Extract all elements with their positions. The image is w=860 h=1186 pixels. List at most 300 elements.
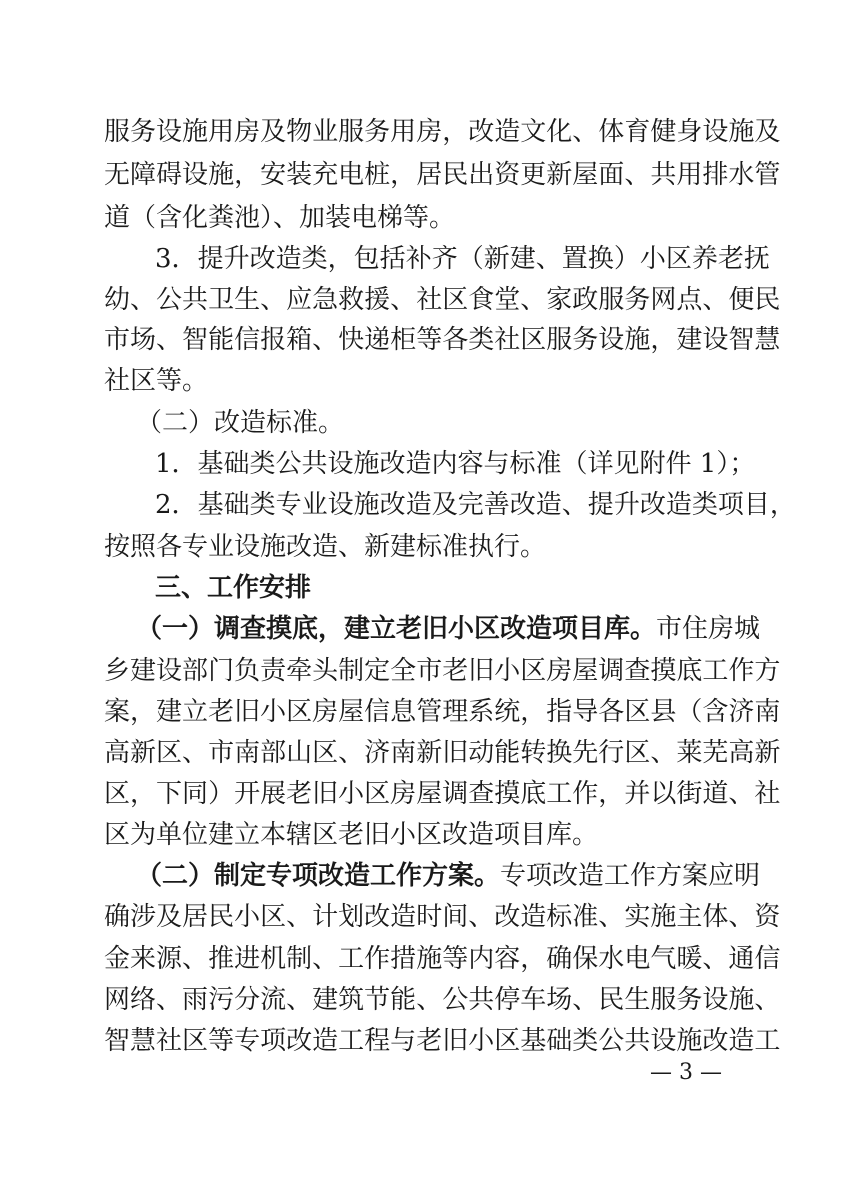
glyph: 信 (364, 697, 391, 727)
glyph: 摸 (650, 656, 677, 686)
glyph: 施 (676, 1026, 703, 1056)
glyph: ， (327, 244, 354, 274)
glyph: 流 (260, 985, 287, 1015)
glyph: 间 (442, 902, 469, 932)
glyph: 网 (104, 985, 131, 1015)
glyph: 小 (468, 1026, 495, 1056)
glyph: 新 (130, 738, 157, 768)
glyph: 资 (494, 160, 521, 190)
glyph: 头 (312, 656, 339, 686)
glyph: 方 (754, 656, 781, 686)
glyph: ， (520, 944, 547, 974)
glyph: 公 (156, 285, 183, 315)
glyph: 类 (249, 490, 276, 520)
glyph: 气 (650, 944, 677, 974)
glyph: 服 (650, 985, 677, 1015)
page-number: — 3 — (650, 1060, 722, 1085)
glyph: 制 (338, 656, 365, 686)
glyph: （ (676, 697, 703, 727)
glyph: 区 (520, 656, 547, 686)
glyph: 南 (754, 697, 781, 727)
glyph: 设 (650, 1026, 677, 1056)
glyph: 与 (390, 1026, 417, 1056)
glyph: 屋 (338, 697, 365, 727)
glyph: 市 (416, 656, 443, 686)
glyph: 房 (390, 779, 417, 809)
glyph: 区 (104, 779, 131, 809)
glyph: 民 (442, 160, 469, 190)
glyph: 区 (286, 697, 313, 727)
glyph: 建 (676, 325, 703, 355)
glyph: 区 (624, 697, 651, 727)
glyph: 卫 (208, 285, 235, 315)
glyph: 场 (130, 325, 157, 355)
glyph: 施 (728, 117, 755, 147)
glyph: 、 (702, 944, 729, 974)
glyph: 递 (364, 325, 391, 355)
glyph: 文 (520, 117, 547, 147)
glyph: 换 (546, 738, 573, 768)
glyph: 施 (650, 902, 677, 932)
glyph: 建 (509, 244, 536, 274)
glyph: 管 (754, 160, 781, 190)
glyph: 、 (416, 985, 443, 1015)
glyph: 定 (364, 656, 391, 686)
glyph: 、 (182, 944, 209, 974)
glyph: 、 (312, 944, 339, 974)
glyph: 下 (156, 779, 183, 809)
glyph: 类 (691, 490, 718, 520)
glyph: 智 (182, 325, 209, 355)
glyph: 设 (702, 117, 729, 147)
glyph: 完 (457, 490, 484, 520)
glyph: 道 (702, 779, 729, 809)
glyph: 、 (572, 985, 599, 1015)
glyph: 设 (327, 490, 354, 520)
glyph: 底 (520, 779, 547, 809)
text-line (104, 325, 781, 355)
glyph: 小 (639, 244, 666, 274)
text-line (155, 244, 770, 274)
glyph: 服 (598, 285, 625, 315)
glyph: ） (613, 244, 640, 274)
glyph: 、 (728, 902, 755, 932)
glyph: 建 (130, 656, 157, 686)
glyph: 、 (535, 244, 562, 274)
text-line (104, 738, 781, 768)
glyph: 区 (624, 738, 651, 768)
glyph: 项 (260, 1026, 287, 1056)
glyph: 作 (572, 779, 599, 809)
glyph: 小 (494, 656, 521, 686)
glyph: 项 (717, 490, 744, 520)
text-line: 社区等。 (104, 366, 209, 396)
glyph: 及 (156, 902, 183, 932)
glyph: 节 (364, 985, 391, 1015)
glyph: 造 (665, 490, 692, 520)
text-line: 1．基础类公共设施改造内容与标准（详见附件 1）； (155, 449, 756, 479)
glyph: 芜 (702, 738, 729, 768)
glyph: 以 (650, 779, 677, 809)
glyph: 各 (442, 325, 469, 355)
glyph: 济 (728, 697, 755, 727)
glyph: 部 (260, 738, 287, 768)
glyph: 专 (275, 490, 302, 520)
glyph: 老 (442, 656, 469, 686)
glyph: 、 (702, 285, 729, 315)
glyph: 息 (390, 697, 417, 727)
text-line (155, 490, 796, 520)
glyph: 、 (624, 160, 651, 190)
glyph: 新 (483, 244, 510, 274)
glyph: 电 (338, 160, 365, 190)
glyph: 、 (390, 285, 417, 315)
glyph: 系 (468, 697, 495, 727)
glyph: ， (769, 490, 796, 520)
glyph: ， (442, 117, 469, 147)
glyph: 各 (598, 697, 625, 727)
text-line (104, 985, 781, 1015)
glyph: 小 (234, 902, 261, 932)
glyph: 务 (624, 285, 651, 315)
glyph: 施 (728, 985, 755, 1015)
glyph: 水 (728, 160, 755, 190)
glyph: 市 (104, 325, 131, 355)
glyph: 计 (312, 902, 339, 932)
glyph: 服 (546, 325, 573, 355)
glyph: 、 (561, 490, 588, 520)
glyph: 牵 (286, 656, 313, 686)
glyph: ， (650, 325, 677, 355)
glyph: 工 (338, 944, 365, 974)
glyph: 屋 (572, 160, 599, 190)
glyph: 快 (338, 325, 365, 355)
glyph: 区 (494, 1026, 521, 1056)
glyph: 等 (442, 944, 469, 974)
glyph: 体 (598, 117, 625, 147)
glyph: 开 (234, 779, 261, 809)
glyph: 污 (208, 985, 235, 1015)
glyph: 展 (260, 779, 287, 809)
glyph: 箱 (286, 325, 313, 355)
glyph: 础 (546, 1026, 573, 1056)
glyph: 容 (494, 944, 521, 974)
glyph: 智 (728, 325, 755, 355)
glyph: 查 (468, 779, 495, 809)
glyph: 车 (520, 985, 547, 1015)
glyph: 智 (104, 1026, 131, 1056)
paragraph-title: （一）调查摸底，建立老旧小区改造项目库。 (136, 614, 657, 644)
glyph: ， (390, 160, 417, 190)
glyph: 区 (182, 1026, 209, 1056)
glyph: 高 (728, 738, 755, 768)
glyph: 新 (546, 160, 573, 190)
glyph: 雨 (182, 985, 209, 1015)
glyph: 、 (728, 779, 755, 809)
glyph: 报 (260, 325, 287, 355)
glyph: 社 (754, 779, 781, 809)
glyph: 改 (639, 490, 666, 520)
glyph: 、 (468, 902, 495, 932)
glyph: 络 (130, 985, 157, 1015)
glyph: 出 (468, 160, 495, 190)
glyph: 建 (156, 697, 183, 727)
glyph: 筑 (338, 985, 365, 1015)
text-line (104, 944, 781, 974)
glyph: 民 (754, 285, 781, 315)
glyph: 老 (416, 1026, 443, 1056)
glyph: 政 (572, 285, 599, 315)
glyph: 措 (390, 944, 417, 974)
glyph: 先 (572, 738, 599, 768)
glyph: 停 (494, 985, 521, 1015)
glyph: 础 (223, 490, 250, 520)
glyph: 区 (442, 285, 469, 315)
glyph: 、 (598, 902, 625, 932)
glyph: 装 (286, 160, 313, 190)
glyph: 设 (702, 985, 729, 1015)
glyph: ， (234, 160, 261, 190)
glyph: 新 (416, 738, 443, 768)
glyph: 、 (156, 985, 183, 1015)
glyph: 确 (546, 944, 573, 974)
glyph: 、 (572, 117, 599, 147)
glyph: 、 (312, 325, 339, 355)
glyph: 工 (546, 779, 573, 809)
glyph: 房 (416, 117, 443, 147)
glyph: 场 (546, 985, 573, 1015)
glyph: 生 (624, 985, 651, 1015)
glyph: 造 (312, 1026, 339, 1056)
glyph: 共 (182, 285, 209, 315)
glyph: 、 (130, 285, 157, 315)
glyph: 转 (520, 738, 547, 768)
glyph: 升 (223, 244, 250, 274)
glyph: 充 (312, 160, 339, 190)
glyph: 安 (260, 160, 287, 190)
glyph: 乡 (104, 656, 131, 686)
glyph: 身 (676, 117, 703, 147)
glyph: 时 (416, 902, 443, 932)
glyph: 含 (702, 697, 729, 727)
glyph: 点 (676, 285, 703, 315)
glyph: 务 (676, 985, 703, 1015)
glyph: 基 (197, 490, 224, 520)
text-line (104, 902, 781, 932)
glyph: 补 (405, 244, 432, 274)
glyph: 老 (286, 779, 313, 809)
glyph: 改 (286, 1026, 313, 1056)
glyph: 确 (104, 902, 131, 932)
glyph: ， (520, 697, 547, 727)
glyph: 新 (754, 738, 781, 768)
glyph: 、 (156, 325, 183, 355)
glyph: 分 (234, 985, 261, 1015)
glyph: 旧 (468, 656, 495, 686)
glyph: 全 (390, 656, 417, 686)
glyph: 南 (234, 738, 261, 768)
glyph: 市 (208, 738, 235, 768)
glyph: 并 (624, 779, 651, 809)
text-line (136, 861, 761, 891)
glyph: 老 (717, 244, 744, 274)
glyph: 造 (494, 117, 521, 147)
glyph: 涉 (130, 902, 157, 932)
glyph: 体 (702, 902, 729, 932)
text-line (136, 614, 761, 644)
glyph: 抚 (743, 244, 770, 274)
glyph: 施 (208, 160, 235, 190)
text-line (104, 117, 781, 147)
glyph: 用 (208, 117, 235, 147)
glyph: 小 (260, 697, 287, 727)
glyph: 县 (650, 697, 677, 727)
glyph: 查 (624, 656, 651, 686)
glyph: 造 (520, 902, 547, 932)
glyph: 升 (613, 490, 640, 520)
glyph: 服 (338, 117, 365, 147)
glyph: 援 (364, 285, 391, 315)
glyph: 济 (364, 738, 391, 768)
glyph: 应 (286, 285, 313, 315)
glyph: 改 (494, 902, 521, 932)
glyph: 化 (546, 117, 573, 147)
glyph: 造 (405, 490, 432, 520)
glyph: 导 (572, 697, 599, 727)
glyph: 源 (156, 944, 183, 974)
glyph: ， (130, 697, 157, 727)
glyph: 社 (416, 285, 443, 315)
glyph: 家 (546, 285, 573, 315)
glyph: 障 (130, 160, 157, 190)
glyph: 同 (182, 779, 209, 809)
glyph: 内 (468, 944, 495, 974)
glyph: 能 (390, 985, 417, 1015)
glyph: 共 (468, 985, 495, 1015)
glyph: 民 (208, 902, 235, 932)
glyph: 设 (702, 325, 729, 355)
glyph: 公 (442, 985, 469, 1015)
glyph: 电 (624, 944, 651, 974)
glyph: 区 (364, 779, 391, 809)
glyph: 堂 (494, 285, 521, 315)
glyph: 信 (754, 944, 781, 974)
glyph: 碍 (156, 160, 183, 190)
glyph: ． (171, 244, 198, 274)
glyph: 改 (468, 117, 495, 147)
glyph: 业 (301, 490, 328, 520)
glyph: 造 (535, 490, 562, 520)
glyph: ， (130, 779, 157, 809)
glyph: 调 (598, 656, 625, 686)
glyph: 改 (364, 902, 391, 932)
glyph: 救 (338, 285, 365, 315)
glyph: 制 (286, 944, 313, 974)
glyph: 底 (676, 656, 703, 686)
glyph: 包 (353, 244, 380, 274)
glyph: 责 (260, 656, 287, 686)
glyph: 老 (208, 697, 235, 727)
glyph: 幼 (104, 285, 131, 315)
glyph: 划 (338, 902, 365, 932)
glyph: 区 (520, 325, 547, 355)
glyph: 无 (104, 160, 131, 190)
glyph: 类 (572, 1026, 599, 1056)
glyph: 、 (338, 738, 365, 768)
glyph: 置 (561, 244, 588, 274)
glyph: 作 (364, 944, 391, 974)
glyph: 造 (390, 902, 417, 932)
paragraph-text: 专项改造工作方案应明 (500, 861, 761, 891)
paragraph-text: 市住房城 (656, 614, 761, 644)
glyph: 机 (260, 944, 287, 974)
glyph: 便 (728, 285, 755, 315)
glyph: 高 (104, 738, 131, 768)
glyph: 旧 (312, 779, 339, 809)
glyph: 区 (665, 244, 692, 274)
glyph: 推 (208, 944, 235, 974)
glyph: 排 (702, 160, 729, 190)
glyph: 目 (743, 490, 770, 520)
glyph: 更 (520, 160, 547, 190)
glyph: 工 (754, 1026, 781, 1056)
subheading: （二）改造标准。 (136, 408, 345, 438)
glyph: 造 (275, 244, 302, 274)
text-line (104, 160, 781, 190)
glyph: 社 (156, 1026, 183, 1056)
glyph: 行 (598, 738, 625, 768)
glyph: 管 (416, 697, 443, 727)
text-line (104, 779, 781, 809)
glyph: 通 (728, 944, 755, 974)
glyph: 改 (509, 490, 536, 520)
text-line: 道（含化粪池）、加装电梯等。 (104, 203, 456, 233)
glyph: 施 (416, 944, 443, 974)
text-line (104, 285, 781, 315)
glyph: 共 (624, 1026, 651, 1056)
glyph: 、 (286, 902, 313, 932)
glyph: 、 (260, 285, 287, 315)
glyph: 、 (182, 738, 209, 768)
glyph: 实 (624, 902, 651, 932)
glyph: 南 (390, 738, 417, 768)
glyph: 提 (587, 490, 614, 520)
glyph: 建 (312, 985, 339, 1015)
glyph: ， (598, 779, 625, 809)
glyph: 网 (650, 285, 677, 315)
glyph: 服 (104, 117, 131, 147)
glyph: 、 (650, 738, 677, 768)
glyph: 工 (338, 1026, 365, 1056)
glyph: 业 (312, 117, 339, 147)
glyph: 暖 (676, 944, 703, 974)
glyph: 施 (624, 325, 651, 355)
glyph: 类 (468, 325, 495, 355)
glyph: 莱 (676, 738, 703, 768)
glyph: 、 (754, 985, 781, 1015)
glyph: 共 (650, 160, 677, 190)
glyph: 居 (416, 160, 443, 190)
glyph: 社 (494, 325, 521, 355)
glyph: 2 (155, 490, 172, 520)
glyph: 资 (754, 902, 781, 932)
glyph: 务 (572, 325, 599, 355)
glyph: 作 (728, 656, 755, 686)
glyph: 面 (598, 160, 625, 190)
glyph: 统 (494, 697, 521, 727)
glyph: （ (457, 244, 484, 274)
glyph: 及 (754, 117, 781, 147)
